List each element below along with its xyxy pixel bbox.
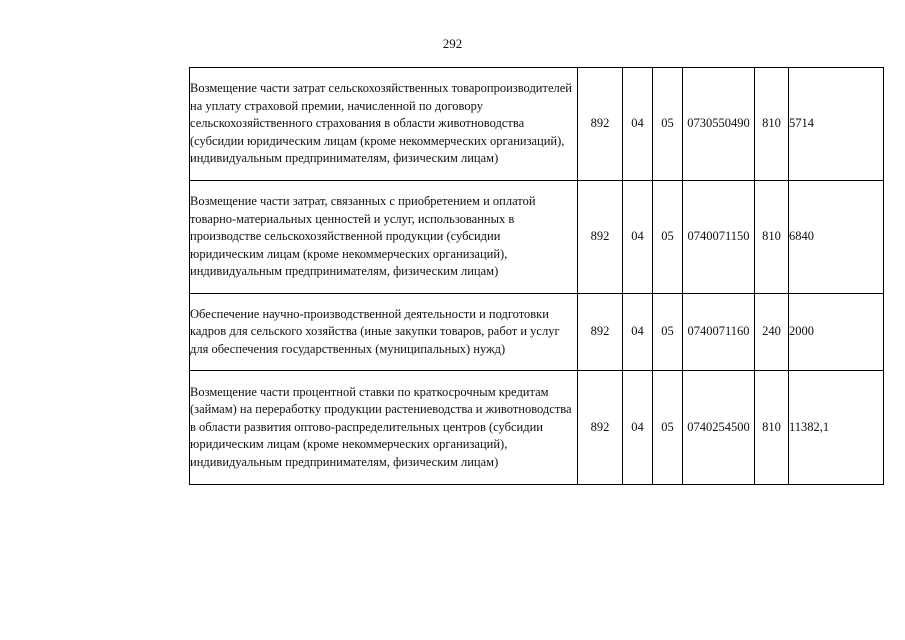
budget-table [189, 67, 884, 485]
section-code-cell: 04 [623, 181, 653, 294]
target-article-cell: 0740071150 [683, 181, 755, 294]
ministry-code-cell: 892 [578, 68, 623, 181]
expense-type-cell: 810 [755, 181, 789, 294]
expense-type-cell: 240 [755, 294, 789, 371]
table-row [190, 294, 884, 371]
target-article-cell: 0730550490 [683, 68, 755, 181]
table-row [190, 371, 884, 485]
row-description: Возмещение части затрат сельскохозяйственных товаропроизводителей на уплату страховой премии, начисленной по договору сельскохозяйственного страхования в области животноводства (субсидии юридическим лицам (кроме некоммерческих организаций), индивидуальным предпринимателям, физическим лицам) [190, 81, 572, 166]
amount-cell: 2000 [789, 294, 884, 371]
subsection-code-cell: 05 [653, 294, 683, 371]
ministry-code-cell: 892 [578, 181, 623, 294]
row-description: Возмещение части процентной ставки по краткосрочным кредитам (займам) на переработку продукции растениеводства и животноводства в области развития оптово-распределительных центров (субсидии юридическим лицам (кроме некоммерческих организаций), индивидуальным предпринимателям, физическим лицам) [190, 384, 572, 469]
subsection-code-cell: 05 [653, 181, 683, 294]
ministry-code-cell: 892 [578, 294, 623, 371]
row-description-cell [190, 181, 578, 294]
expense-type-cell: 810 [755, 371, 789, 485]
row-description-cell [190, 371, 578, 485]
table-row [190, 68, 884, 181]
amount-cell: 5714 [789, 68, 884, 181]
section-code-cell: 04 [623, 371, 653, 485]
row-description-cell [190, 294, 578, 371]
page-number: 292 [442, 36, 463, 51]
row-description-cell [190, 68, 578, 181]
table-row [190, 181, 884, 294]
section-code-cell: 04 [623, 68, 653, 181]
row-description: Возмещение части затрат, связанных с приобретением и оплатой товарно-материальных ценностей и услуг, использованных в производстве сельскохозяйственной продукции (субсидии юридическим лицам (кроме некоммерческих организаций), индивидуальным предпринимателям, физическим лицам) [190, 194, 536, 279]
subsection-code-cell: 05 [653, 371, 683, 485]
section-code-cell: 04 [623, 294, 653, 371]
subsection-code-cell: 05 [653, 68, 683, 181]
amount-cell: 11382,1 [789, 371, 884, 485]
expense-type-cell: 810 [755, 68, 789, 181]
target-article-cell: 0740254500 [683, 371, 755, 485]
row-description: Обеспечение научно-производственной деятельности и подготовки кадров для сельского хозяйства (иные закупки товаров, работ и услуг для обеспечения государственных (муниципальных) нужд) [190, 306, 560, 356]
target-article-cell: 0740071160 [683, 294, 755, 371]
amount-cell: 6840 [789, 181, 884, 294]
ministry-code-cell: 892 [578, 371, 623, 485]
